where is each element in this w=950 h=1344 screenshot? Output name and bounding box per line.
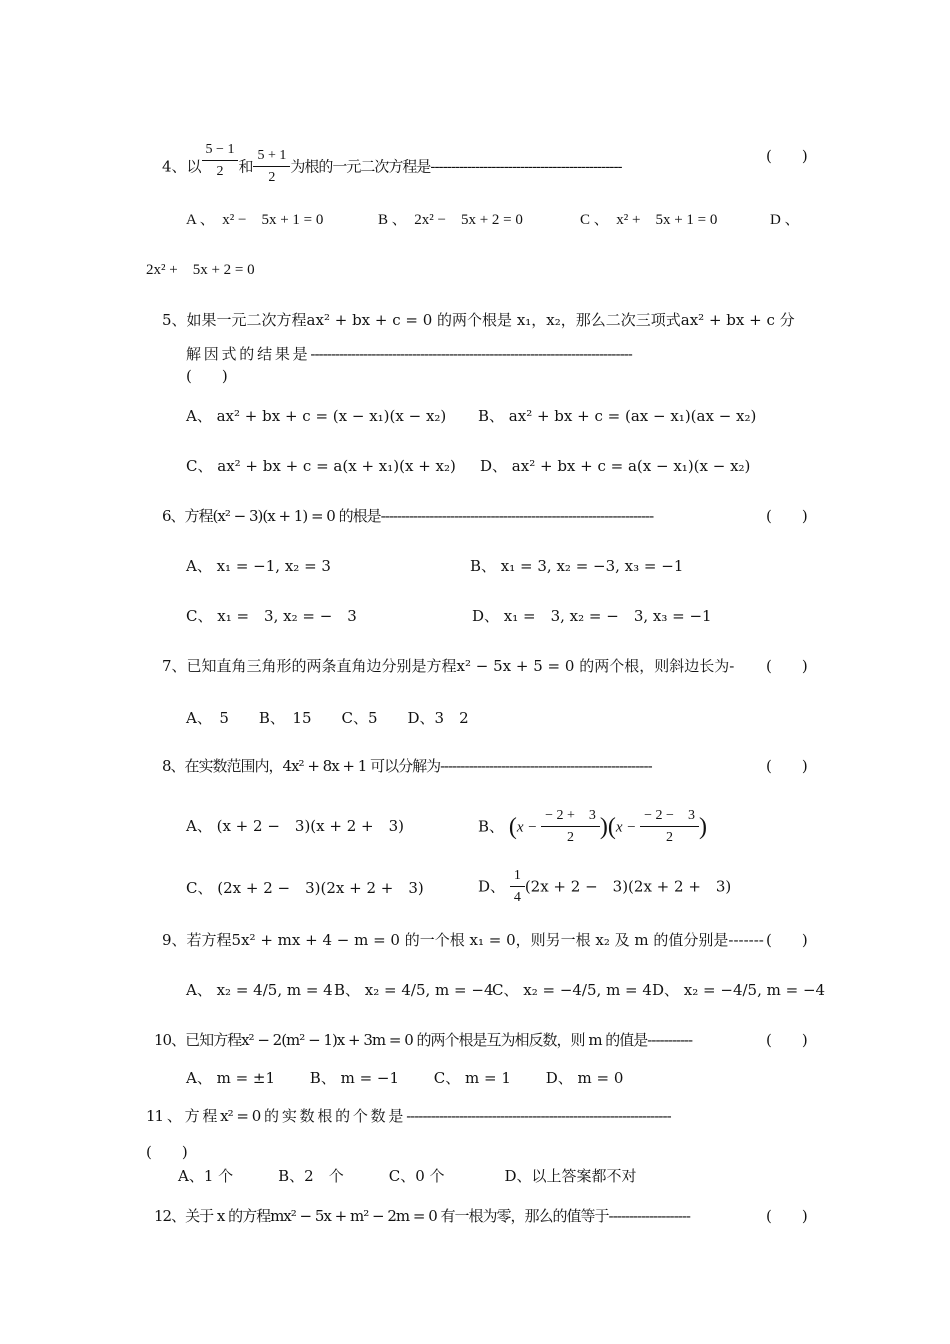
q8-option-b-label: B、 xyxy=(478,817,505,836)
q4-option-a[interactable]: A 、 x² − 5x + 1 = 0 xyxy=(186,212,324,228)
q4-option-c[interactable]: C 、 x² + 5x + 1 = 0 xyxy=(580,212,718,228)
q4-answer-paren[interactable]: ( ) xyxy=(766,147,808,165)
q8-option-d-num: 1 xyxy=(510,866,525,887)
q9-answer-paren[interactable]: ( ) xyxy=(766,931,808,949)
q9-stem: 9、若方程5x² + mx + 4 − m = 0 的一个根 x₁ = 0，则另一根 x₂ 及 m 的值分别是------- xyxy=(162,931,764,949)
q8-option-b-x2: x − xyxy=(615,819,641,836)
q4-option-d-cont: 2x² + 5x + 2 = 0 xyxy=(146,262,255,278)
q12-stem: 12、关于 x 的方程mx² − 5x + m² − 2m = 0 有一根为零，那么的值等于-------------------- xyxy=(154,1207,690,1225)
q4-stem xyxy=(162,142,622,189)
q5-option-a[interactable]: A、 ax² + bx + c = (x − x₁)(x − x₂) xyxy=(186,407,447,425)
q6-option-c[interactable]: C、 x₁ = 3, x₂ = − 3 xyxy=(186,607,357,625)
q4-frac2 xyxy=(253,146,290,189)
q4-option-d[interactable]: D 、 xyxy=(770,212,800,228)
q8-option-b-rparen2: ) xyxy=(698,813,707,840)
q9-option-d[interactable]: D、 x₂ = −4/5, m = −4 xyxy=(652,981,826,999)
q5-option-d[interactable]: D、 ax² + bx + c = a(x − x₁)(x − x₂) xyxy=(480,457,751,475)
q4-frac2-num: 5 + 1 xyxy=(253,146,290,167)
q8-option-b-num1: − 2 + 3 xyxy=(541,806,600,827)
q8-option-b-den2: 2 xyxy=(666,830,674,845)
q7-stem: 7、已知直角三角形的两条直角边分别是方程x² − 5x + 5 = 0 的两个根，则斜边长为- xyxy=(162,657,735,675)
q8-option-b-x1: x − xyxy=(516,819,542,836)
q8-option-c[interactable]: C、 (2x + 2 − 3)(2x + 2 + 3) xyxy=(186,879,424,897)
q8-stem: 8、在实数范围内，4x² + 8x + 1 可以分解为---------------------------------------------------- xyxy=(162,757,652,775)
q4-frac1-num: 5 − 1 xyxy=(202,140,239,161)
q9-option-a[interactable]: A、 x₂ = 4/5, m = 4 xyxy=(186,981,333,999)
q6-option-b[interactable]: B、 x₁ = 3, x₂ = −3, x₃ = −1 xyxy=(470,557,684,575)
q8-option-b-den1: 2 xyxy=(566,830,574,845)
q8-option-b-frac1 xyxy=(541,806,600,849)
q8-option-b-lparen: ( xyxy=(508,813,517,840)
q8-option-d-den: 4 xyxy=(513,890,521,905)
q8-option-d-label: D、 xyxy=(478,877,506,896)
q5-option-b[interactable]: B、 ax² + bx + c = (ax − x₁)(ax − x₂) xyxy=(478,407,757,425)
q6-option-d[interactable]: D、 x₁ = 3, x₂ = − 3, x₃ = −1 xyxy=(472,607,712,625)
q8-answer-paren[interactable]: ( ) xyxy=(766,757,808,775)
q10-options[interactable]: A、 m = ±1 B、 m = −1 C、 m = 1 D、 m = 0 xyxy=(186,1069,624,1087)
q4-and: 和 xyxy=(238,157,254,176)
q9-option-b[interactable]: B、 x₂ = 4/5, m = −4 xyxy=(334,981,494,999)
q5-stem-line1: 5、如果一元二次方程ax² + bx + c = 0 的两个根是 x₁，x₂，那么二次三项式ax² + bx + c 分 xyxy=(162,311,795,329)
q8-option-d[interactable] xyxy=(478,866,731,909)
q8-option-b[interactable] xyxy=(478,806,707,849)
q4-suffix: 为根的一元二次方程是----------------------------------------------- xyxy=(290,157,622,176)
q11-stem: 11 、 方 程 x² = 0 的 实 数 根 的 个 数 是 ----------------------------------------------------------------- xyxy=(146,1107,671,1125)
q9-option-c[interactable]: C、 x₂ = −4/5, m = 4 xyxy=(492,981,652,999)
q10-stem: 10、已知方程x² − 2(m² − 1)x + 3m = 0 的两个根是互为相反数，则 m 的值是----------- xyxy=(154,1031,693,1049)
q8-option-b-frac2 xyxy=(640,806,699,849)
q6-option-a[interactable]: A、 x₁ = −1, x₂ = 3 xyxy=(186,557,331,575)
q11-answer-paren[interactable]: ( ) xyxy=(146,1143,188,1161)
q6-stem: 6、方程(x² − 3)(x + 1) = 0 的根是------------------------------------------------------------------- xyxy=(162,507,654,525)
q10-answer-paren[interactable]: ( ) xyxy=(766,1031,808,1049)
q4-prefix: 4、以 xyxy=(162,157,202,176)
q5-answer-paren[interactable]: ( ) xyxy=(186,367,228,385)
q8-option-a[interactable]: A、 (x + 2 − 3)(x + 2 + 3) xyxy=(186,817,404,835)
q4-frac2-den: 2 xyxy=(268,170,276,185)
q7-answer-paren[interactable]: ( ) xyxy=(766,657,808,675)
q11-options[interactable]: A、1 个 B、2 个 C、0 个 D、以上答案都不对 xyxy=(178,1167,637,1185)
q6-answer-paren[interactable]: ( ) xyxy=(766,507,808,525)
q4-frac1-den: 2 xyxy=(216,164,224,179)
q4-option-b[interactable]: B 、 2x² − 5x + 2 = 0 xyxy=(378,212,523,228)
q12-answer-paren[interactable]: ( ) xyxy=(766,1207,808,1225)
q5-stem-line2: 解 因 式 的 结 果 是 ------------------------------------------------------------------------------- xyxy=(186,345,632,363)
q8-option-b-num2: − 2 − 3 xyxy=(640,806,699,827)
q8-option-d-frac xyxy=(510,866,525,909)
q4-frac1 xyxy=(202,140,239,183)
q5-option-c[interactable]: C、 ax² + bx + c = a(x + x₁)(x + x₂) xyxy=(186,457,456,475)
q8-option-b-rparen1: )( xyxy=(599,813,616,840)
q8-option-d-rest: (2x + 2 − 3)(2x + 2 + 3) xyxy=(524,877,732,896)
q7-options[interactable]: A、 5 B、 15 C、5 D、3 2 xyxy=(186,709,469,727)
